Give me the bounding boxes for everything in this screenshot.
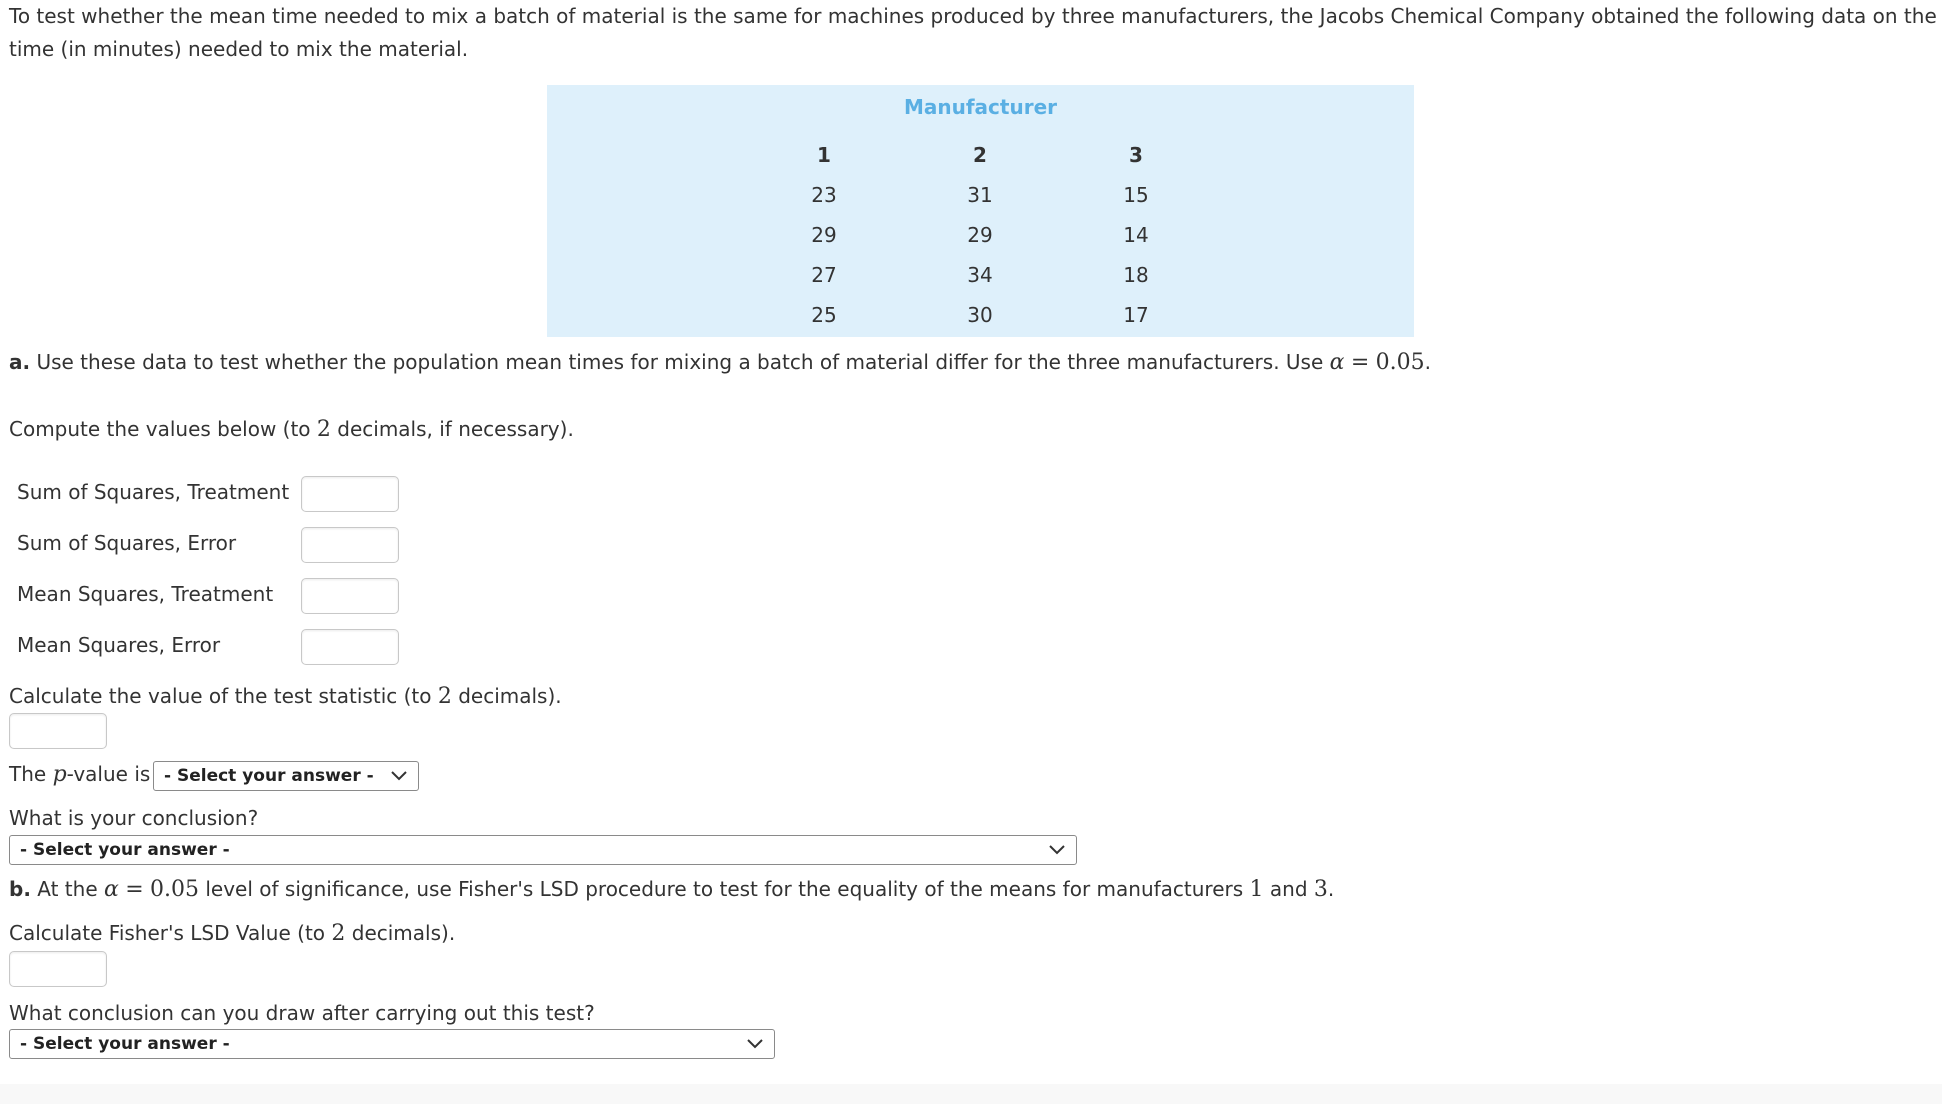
column-header: 2	[973, 143, 987, 167]
part-a-label: a.	[9, 350, 31, 374]
table-cell: 18	[1123, 263, 1149, 287]
table-cell: 14	[1123, 223, 1149, 247]
ss-treatment-input[interactable]	[301, 476, 399, 512]
compute-suffix: decimals, if necessary).	[337, 417, 574, 441]
table-cell: 29	[967, 223, 993, 247]
part-b-label: b.	[9, 877, 31, 901]
test-stat-instruction	[9, 684, 562, 709]
chevron-down-icon	[390, 768, 408, 784]
test-stat-suffix: decimals).	[458, 684, 562, 708]
lsd-conclusion-question: What conclusion can you draw after carrying out this test?	[9, 1001, 595, 1025]
part-b-text1: At the	[37, 877, 98, 901]
part-b-text2: level of significance, use Fisher's LSD procedure to test for the equality of the means for manufacturers	[205, 877, 1244, 901]
decimals-number: 2	[437, 684, 452, 709]
page-footer-strip	[0, 1084, 1942, 1104]
table-title: Manufacturer	[903, 95, 1058, 119]
lsd-conclusion-select-text: - Select your answer -	[20, 1034, 230, 1054]
table-cell: 25	[811, 303, 837, 327]
data-table	[547, 85, 1414, 337]
compute-instruction	[9, 417, 574, 442]
manufacturer-1: 1	[1249, 877, 1264, 902]
equals-sign: =	[1350, 350, 1370, 375]
lsd-instruction	[9, 921, 455, 946]
part-a-question	[9, 350, 1431, 375]
column-header: 1	[817, 143, 831, 167]
ms-treatment-input[interactable]	[301, 578, 399, 614]
period: .	[1327, 877, 1335, 901]
field-label: Mean Squares, Error	[17, 633, 221, 657]
field-label: Mean Squares, Treatment	[17, 582, 274, 606]
lsd-value-input[interactable]	[9, 951, 107, 987]
conclusion-select[interactable]	[9, 835, 1077, 865]
p-value-select-text: - Select your answer -	[164, 766, 374, 786]
manufacturer-3: 3	[1313, 877, 1328, 902]
ms-error-input[interactable]	[301, 629, 399, 665]
ss-error-input[interactable]	[301, 527, 399, 563]
table-cell: 23	[811, 183, 837, 207]
table-cell: 31	[967, 183, 993, 207]
field-label: Sum of Squares, Error	[17, 531, 237, 555]
part-b-question	[9, 877, 1334, 902]
lsd-prefix: Calculate Fisher's LSD Value (to	[9, 921, 326, 945]
alpha-value: 0.05	[150, 877, 199, 902]
alpha-value: 0.05	[1375, 350, 1425, 375]
alpha-symbol: α	[104, 877, 119, 902]
table-cell: 30	[967, 303, 993, 327]
p-value-label	[9, 762, 150, 787]
conclusion-select-text: - Select your answer -	[20, 840, 230, 860]
chevron-down-icon	[1048, 842, 1066, 858]
field-label: Sum of Squares, Treatment	[17, 480, 290, 504]
conclusion-question: What is your conclusion?	[9, 806, 259, 830]
test-statistic-input[interactable]	[9, 713, 107, 749]
chevron-down-icon	[746, 1036, 764, 1052]
part-a-text: Use these data to test whether the population mean times for mixing a batch of material differ for the three manufacturers. Use	[36, 350, 1324, 374]
equals-sign: =	[125, 877, 144, 902]
decimals-number: 2	[331, 921, 346, 946]
table-cell: 15	[1123, 183, 1149, 207]
table-cell: 29	[811, 223, 837, 247]
p-value-suffix: -value is	[66, 762, 151, 786]
decimals-number: 2	[316, 417, 331, 442]
table-cell: 27	[811, 263, 837, 287]
compute-prefix: Compute the values below (to	[9, 417, 311, 441]
p-value-select[interactable]	[153, 761, 419, 791]
lsd-conclusion-select[interactable]	[9, 1029, 775, 1059]
period: .	[1424, 350, 1431, 374]
table-cell: 34	[967, 263, 993, 287]
p-variable: p	[52, 762, 67, 787]
table-cell: 17	[1123, 303, 1149, 327]
p-value-prefix: The	[9, 762, 47, 786]
and-word: and	[1269, 877, 1308, 901]
lsd-suffix: decimals).	[351, 921, 456, 945]
column-header: 3	[1129, 143, 1143, 167]
test-stat-prefix: Calculate the value of the test statistic (to	[9, 684, 432, 708]
alpha-symbol: α	[1329, 350, 1345, 375]
problem-intro: To test whether the mean time needed to mix a batch of material is the same for machines produced by three manufacturers, the Jacobs Chemical Company obtained the following data on the time (in minutes) needed to mix the material.	[9, 4, 1937, 61]
